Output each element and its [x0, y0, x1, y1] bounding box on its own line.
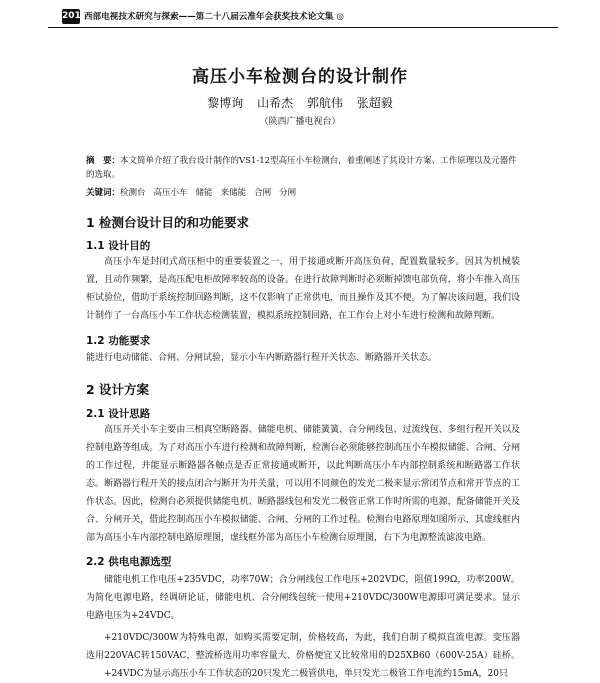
section-heading: 2 设计方案: [86, 382, 150, 397]
abstract: [86, 154, 518, 182]
subsection-heading: 2.1 设计思路: [86, 408, 151, 420]
abstract-text: 本文简单介绍了我台设计制作的VS1-12型高压小车检测台，着重阐述了其设计方案、工作原理以及元器件的选取。: [86, 156, 517, 180]
keyword: 分闸: [279, 188, 297, 198]
keywords-label: 关键词：: [86, 188, 121, 198]
author: 山希杰: [257, 96, 294, 110]
body-paragraph: 能进行电动储能、合闸、分闸试验，显示小车内断路器行程开关状态、断路器开关状态。: [86, 353, 438, 363]
subsection-heading: 1.1 设计目的: [86, 240, 151, 252]
header-divider: [48, 27, 558, 28]
section-heading: 1 检测台设计目的和功能要求: [86, 215, 250, 230]
keyword: 检测台: [120, 188, 146, 198]
journal-header: [48, 4, 558, 28]
body-paragraph: +24VDC为显示高压小车工作状态的20只发光二极管供电，单只发光二极管工作电流约15mA，20只: [104, 669, 508, 679]
body-paragraph: +210VDC/300W为特殊电源，如购买需要定制，价格较高，为此，我们自制了模拟直流电源。变压器选用220VAC转150VAC，整流桥选用功率容量大、价格便宜又比较常用的D25XB60（600V-25A）硅桥。: [86, 633, 520, 661]
subsection-heading: 2.2 供电电源选型: [86, 556, 172, 568]
affiliation: （陕西广播电视台）: [259, 117, 341, 127]
abstract-label: 摘 要：: [86, 156, 121, 166]
keyword: 合闸: [254, 188, 272, 198]
body-paragraph: 储能电机工作电压+235VDC，功率70W；合分闸线包工作电压+202VDC，阻值199Ω，功率200W。为简化电源电路，经调研论证，储能电机、合分闸线包统一使用+210VDC/300W电源即可满足要求。显示电路电压为+24VDC。: [86, 575, 520, 621]
keyword: 高压小车: [153, 188, 188, 198]
body-paragraph: 高压开关小车主要由三相真空断路器、储能电机、储能簧簧、合分闸线包、过流线包、多组行程开关以及控制电路等组成。为了对高压小车进行检测和故障判断，检测台必须能够控制高压小车模拟储能、合闸、分闸的工作过程，并能显示断路器各触点是否正常接通或断开，以此判断高压小车内部控制系统和断路器工作状态。断路器行程开关的接点闭合与断开为开关量，可以用不同颜色的发光二极来显示常闭节点和常开节点的工作状态。因此，检测台必须提供储能电机、断路器线包和发光二极管正常工作时所需的电源，配备储能开关及合、分闸开关，借此控制高压小车模拟储能、合闸、分闸的工作过程。检测台电路原理如图所示，其虚线框内部为高压小车内部控制电路原理图，虚线框外部为高压小车检测台原理图，右下为电源整流滤波电路。: [86, 425, 520, 543]
body-paragraph: 高压小车是封闭式高压柜中的重要装置之一，用于接通或断开高压负荷，配置数量较多。因其为机械装置，且动作频繁，是高压配电柜故障率较高的设备。在进行故障判断时必须断掉馈电部负荷，将小车推入高压柜试验位，借助于系统控制回路判断，这不仅影响了正常供电，而且操作及其不便。为了解决该问题，我们设计制作了一台高压小车工作状态检测装置，模拟系统控制回路，在工作台上对小车进行检测和故障判断。: [86, 257, 520, 321]
keyword: 储能: [195, 188, 213, 198]
author: 郭航伟: [306, 96, 343, 110]
journal-title: 西部电视技术研究与探索——第二十八届云准年会获奖技术论文集 ◎: [84, 12, 344, 22]
paper-title: 高压小车检测台的设计制作: [192, 67, 408, 87]
author: 张超毅: [356, 96, 393, 110]
keywords: [86, 186, 518, 198]
author-list: [0, 94, 600, 111]
year-badge: 2016: [62, 9, 80, 24]
author: 黎博询: [207, 96, 244, 110]
subsection-heading: 1.2 功能要求: [86, 335, 151, 347]
keyword: 来储能: [220, 188, 247, 198]
